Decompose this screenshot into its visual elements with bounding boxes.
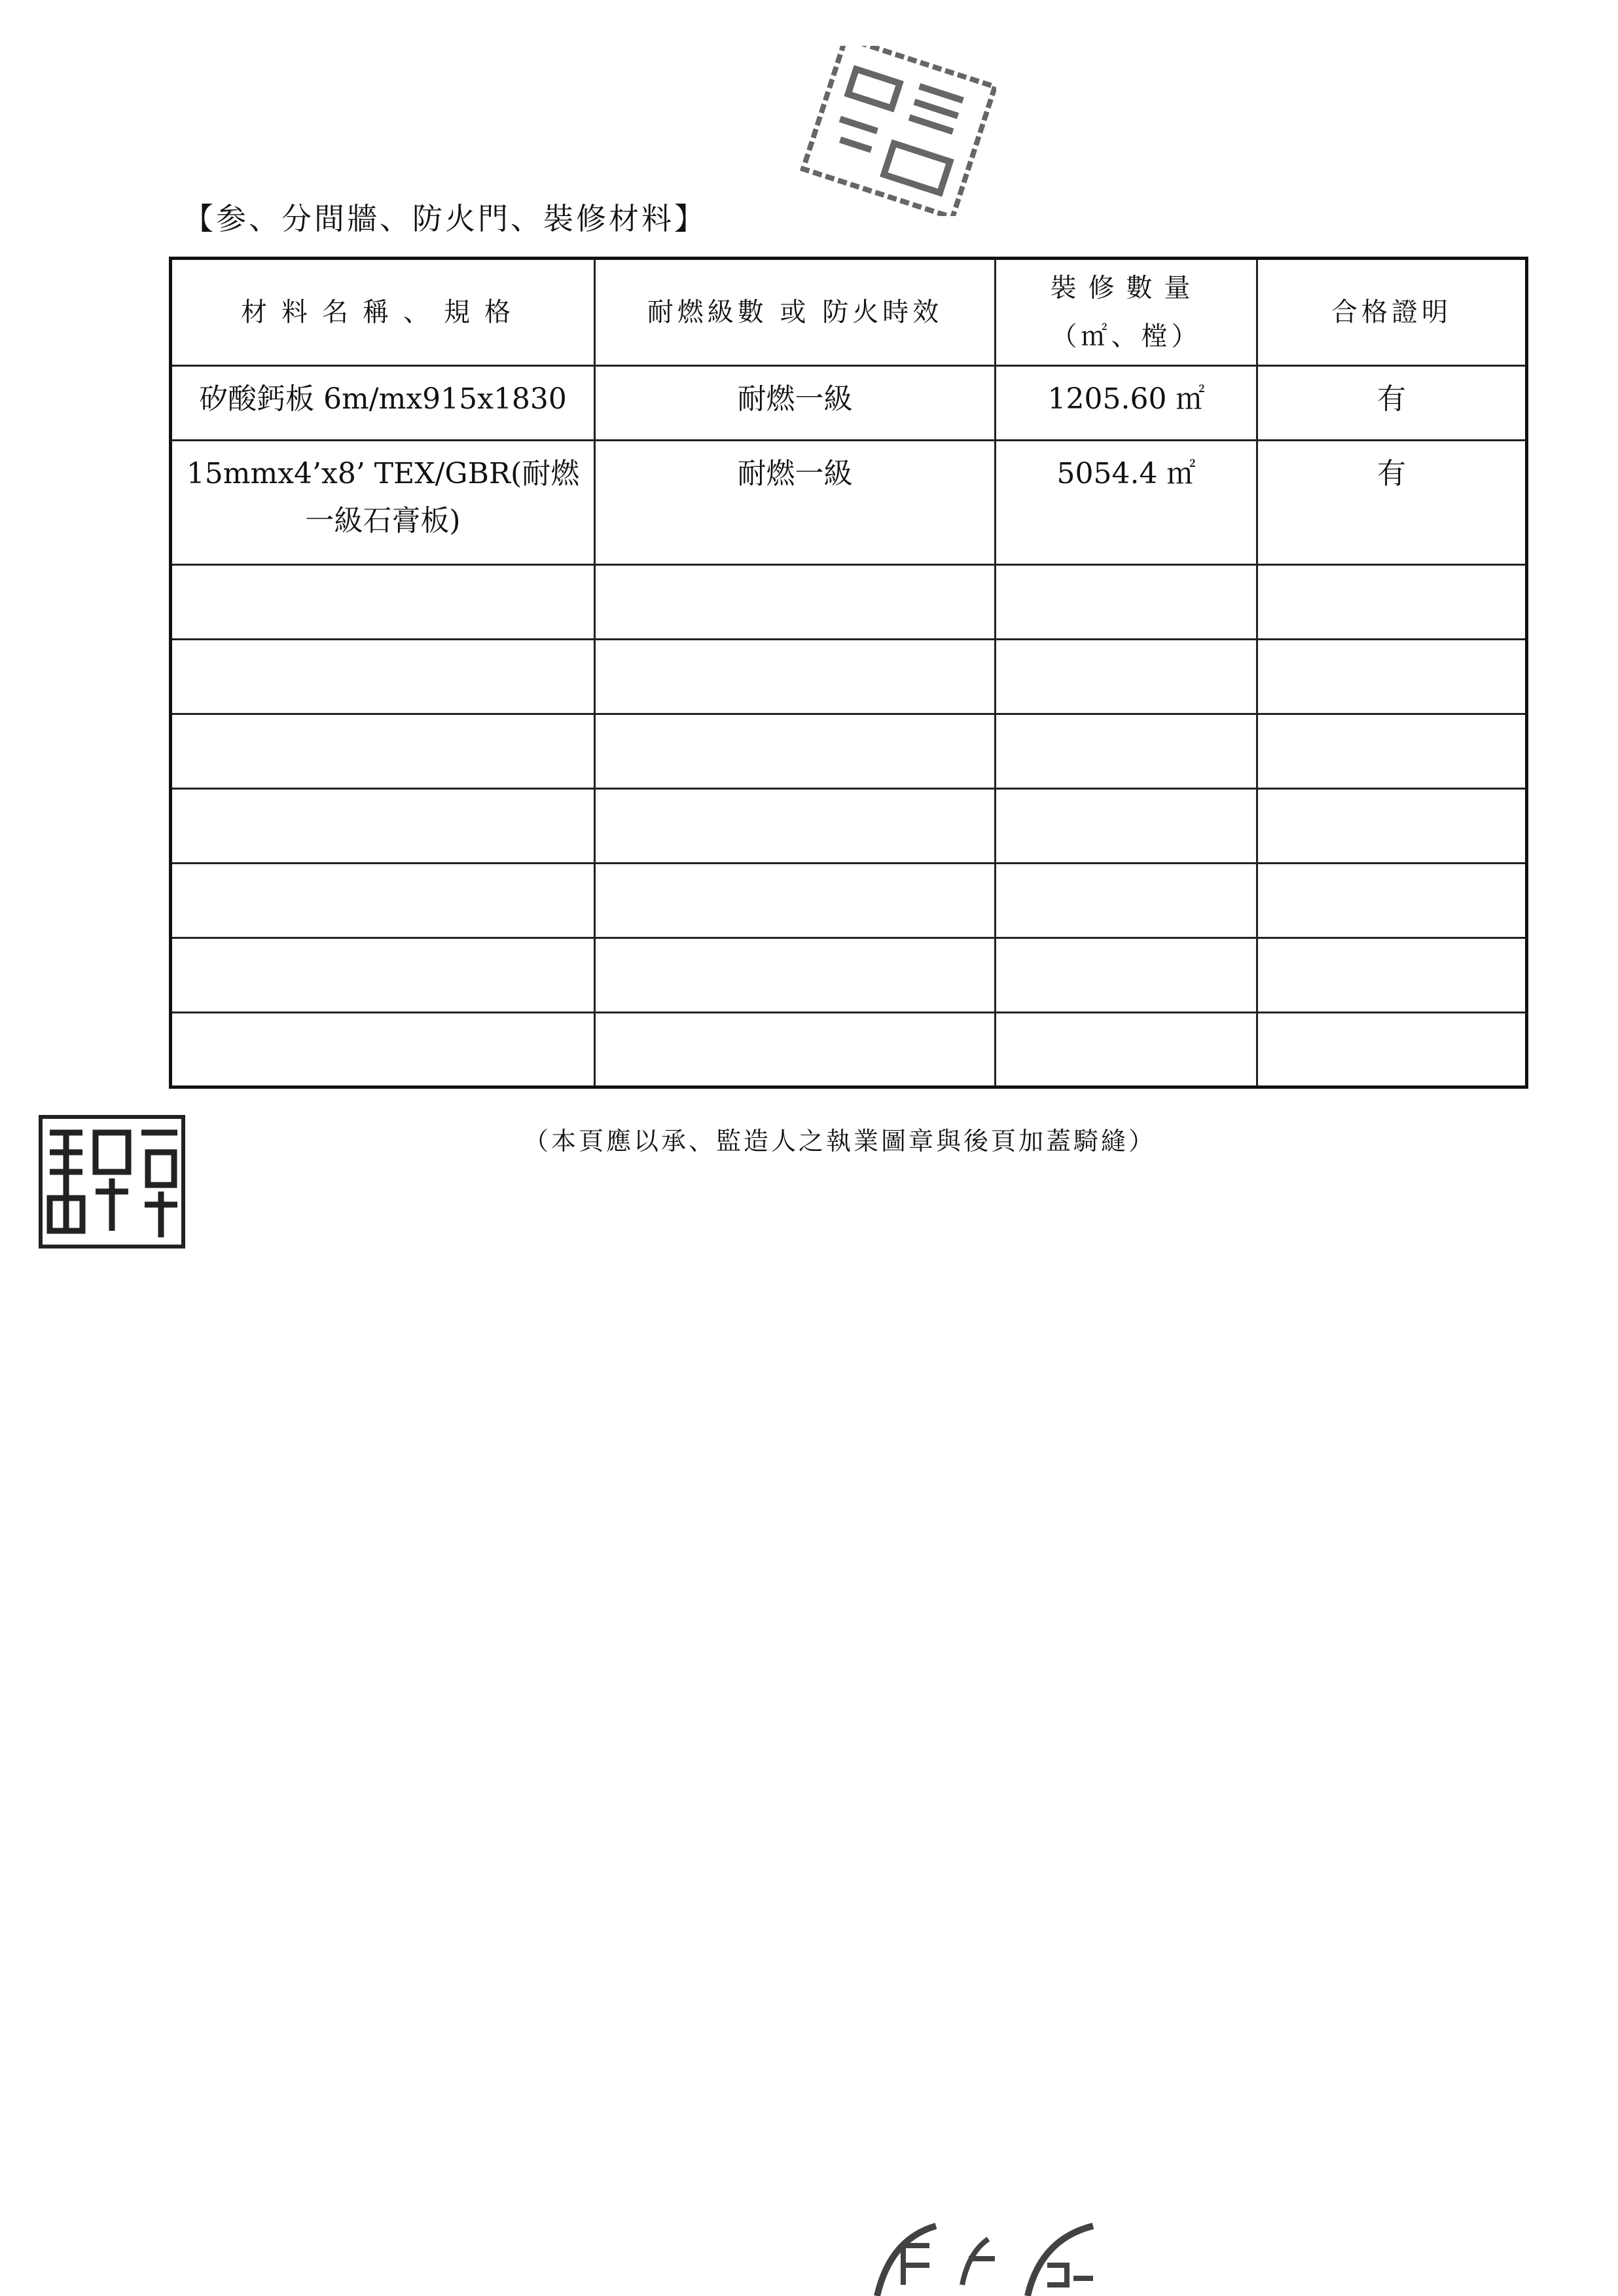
cell-name: 15mmx4’x8’ TEX/GBR(耐燃一級石膏板) <box>171 441 595 565</box>
cell-name: 矽酸鈣板 6m/mx915x1830 <box>171 366 595 441</box>
blank-row <box>171 565 1527 640</box>
seal-icon <box>37 1113 187 1250</box>
top-seal-stamp <box>800 46 996 216</box>
seal-icon <box>800 46 996 216</box>
header-fire-rating: 耐燃級數 或 防火時效 <box>595 259 996 366</box>
cell-cert: 有 <box>1257 366 1527 441</box>
header-quantity-line1: 裝修數量 <box>1050 273 1202 303</box>
header-quantity <box>996 259 1257 366</box>
header-quantity-line2: （㎡、樘） <box>1051 321 1202 352</box>
blank-row <box>171 864 1527 938</box>
table-header-row <box>171 259 1527 366</box>
table-row <box>171 441 1527 565</box>
blank-row <box>171 640 1527 714</box>
seal-icon <box>864 2213 1113 2296</box>
cell-quantity: 5054.4 ㎡ <box>996 441 1257 565</box>
bottom-seal-stamp <box>864 2213 1113 2296</box>
blank-row <box>171 938 1527 1013</box>
cell-rating: 耐燃一級 <box>595 441 996 565</box>
header-certificate: 合格證明 <box>1257 259 1527 366</box>
cell-quantity: 1205.60 ㎡ <box>996 366 1257 441</box>
cell-cert: 有 <box>1257 441 1527 565</box>
section-title: 【参、分間牆、防火門、裝修材料】 <box>183 201 707 236</box>
left-seal-stamp <box>37 1113 187 1250</box>
cell-rating: 耐燃一級 <box>595 366 996 441</box>
blank-row <box>171 1013 1527 1087</box>
header-material-name: 材料名稱、規格 <box>171 259 595 366</box>
blank-row <box>171 714 1527 789</box>
table-row <box>171 366 1527 441</box>
blank-row <box>171 789 1527 864</box>
materials-table <box>169 257 1528 1089</box>
page-footnote: （本頁應以承、監造人之執業圖章與後頁加蓋騎縫） <box>524 1127 1157 1156</box>
